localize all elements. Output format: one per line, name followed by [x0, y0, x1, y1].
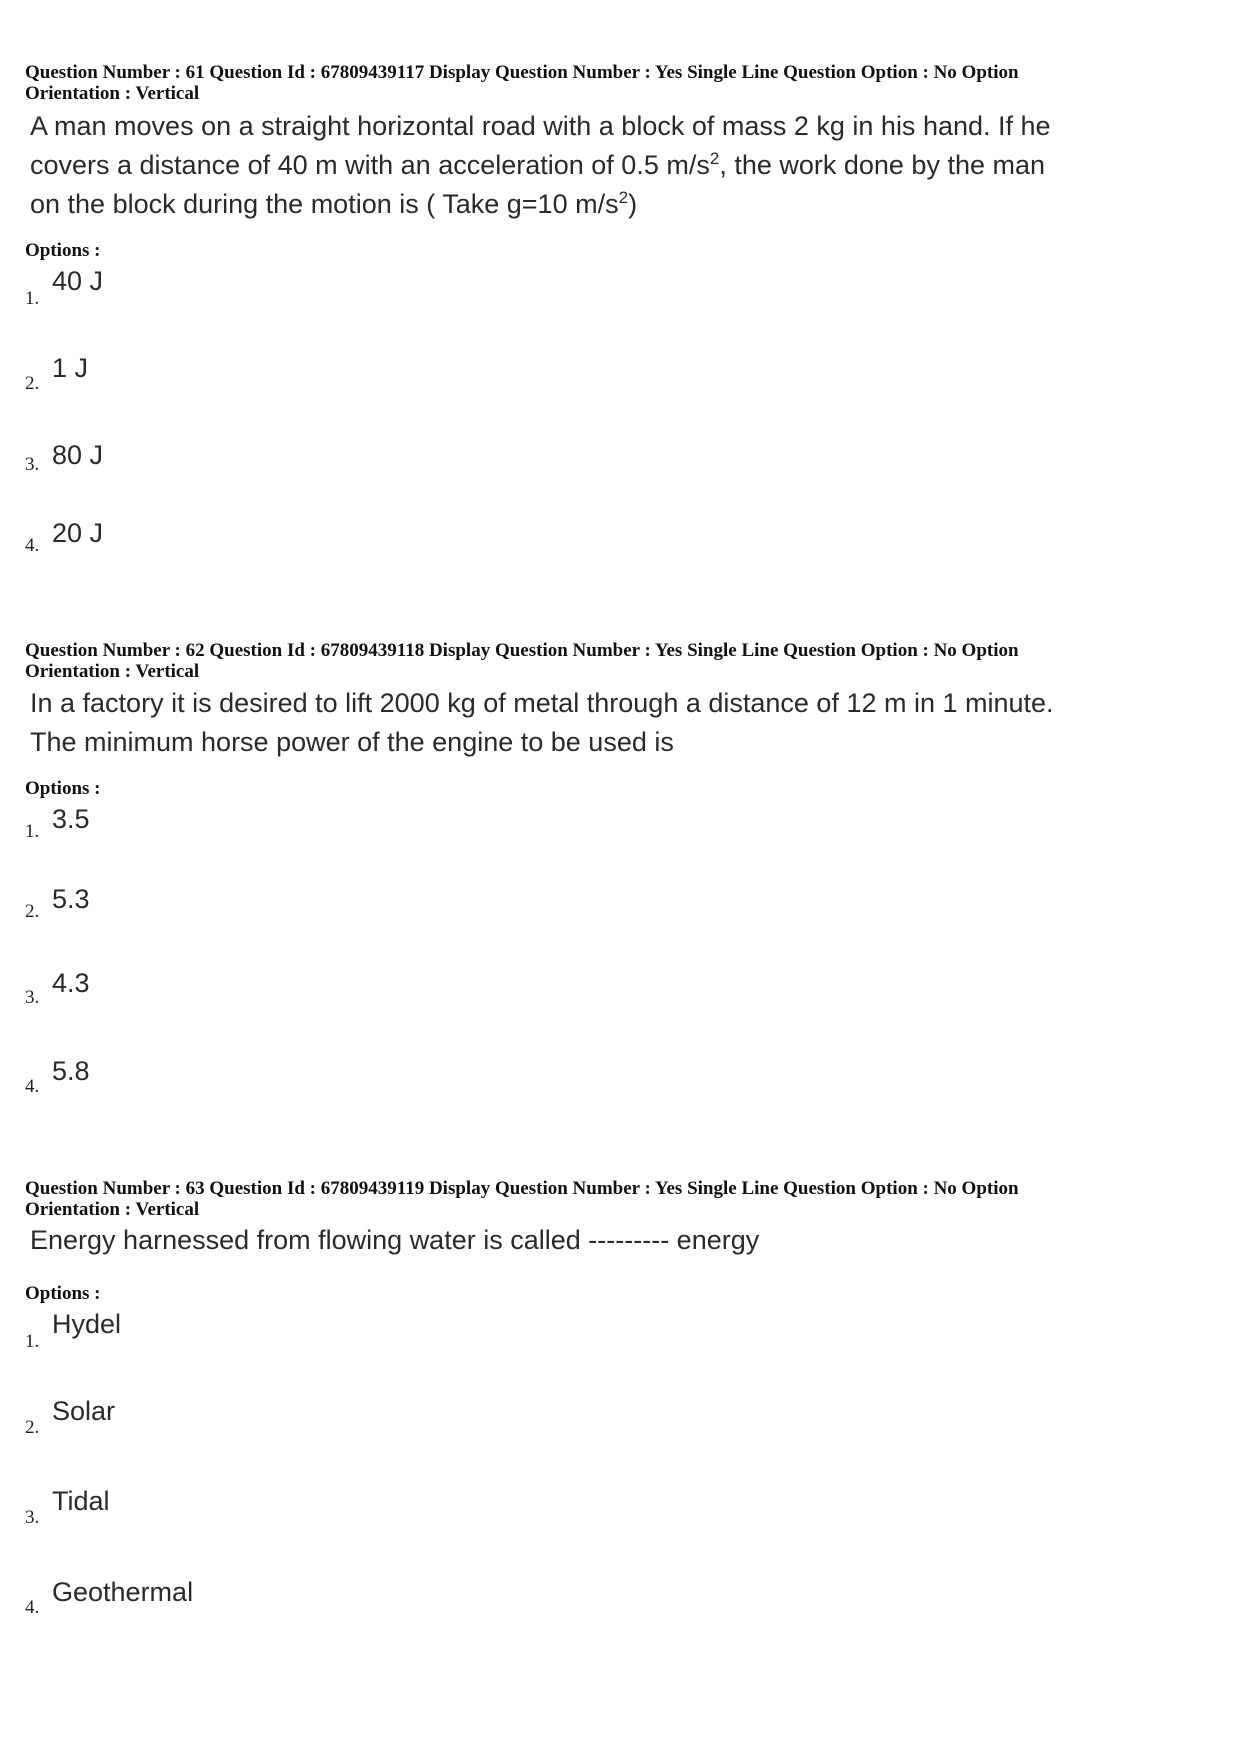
option-text: Solar [52, 1396, 116, 1426]
question-meta-line: Orientation : Vertical [25, 1199, 200, 1220]
option-text: 20 J [52, 518, 104, 548]
question-text [30, 684, 1210, 762]
option-text: 80 J [52, 440, 104, 470]
option-text: Hydel [52, 1309, 122, 1339]
option-number: 4. [25, 535, 40, 556]
question-text-segment: covers a distance of 40 m with an acceleration of 0.5 m/s [30, 150, 710, 180]
question-meta-line: Orientation : Vertical [25, 83, 200, 104]
question-meta [25, 1178, 1205, 1220]
question-text-line: Energy harnessed from flowing water is called --------- energy [30, 1225, 760, 1255]
options-label: Options : [25, 1283, 101, 1304]
question-text [30, 107, 1210, 224]
option-text: 4.3 [52, 968, 90, 998]
option-number: 3. [25, 987, 40, 1008]
option-text: 3.5 [52, 804, 90, 834]
option-number: 4. [25, 1076, 40, 1097]
question-text-line: The minimum horse power of the engine to be used is [30, 727, 674, 757]
question-text-segment: ) [628, 189, 638, 219]
superscript: 2 [709, 149, 720, 168]
option-text: 1 J [52, 353, 89, 383]
question-text-line [30, 146, 1210, 185]
option-text: 5.3 [52, 884, 90, 914]
option-text: 5.8 [52, 1056, 90, 1086]
option-number: 1. [25, 1331, 40, 1352]
option-text: Geothermal [52, 1577, 194, 1607]
option-number: 4. [25, 1597, 40, 1618]
question-text-line [30, 185, 1210, 224]
option-number: 2. [25, 1417, 40, 1438]
option-number: 2. [25, 901, 40, 922]
superscript: 2 [618, 188, 629, 207]
question-meta-line: Question Number : 61 Question Id : 67809439117 Display Question Number : Yes Single Line Question Option : No Option [25, 62, 1019, 83]
option-number: 2. [25, 373, 40, 394]
question-meta-line: Orientation : Vertical [25, 661, 200, 682]
option-number: 3. [25, 454, 40, 475]
option-text: 40 J [52, 266, 104, 296]
question-meta-line: Question Number : 63 Question Id : 67809439119 Display Question Number : Yes Single Line Question Option : No Option [25, 1178, 1019, 1199]
options-label: Options : [25, 778, 101, 799]
question-text [30, 1221, 1210, 1260]
question-text-line: In a factory it is desired to lift 2000 kg of metal through a distance of 12 m in 1 minute. [30, 688, 1054, 718]
question-text-line: A man moves on a straight horizontal road with a block of mass 2 kg in his hand. If he [30, 111, 1051, 141]
question-meta-line: Question Number : 62 Question Id : 67809439118 Display Question Number : Yes Single Line Question Option : No Option [25, 640, 1019, 661]
question-text-segment: on the block during the motion is ( Take g=10 m/s [30, 189, 619, 219]
option-number: 1. [25, 821, 40, 842]
question-text-segment: , the work done by the man [719, 150, 1045, 180]
options-label: Options : [25, 240, 101, 261]
option-number: 1. [25, 288, 40, 309]
question-meta [25, 62, 1205, 104]
option-text: Tidal [52, 1486, 110, 1516]
question-meta [25, 640, 1205, 682]
option-number: 3. [25, 1507, 40, 1528]
